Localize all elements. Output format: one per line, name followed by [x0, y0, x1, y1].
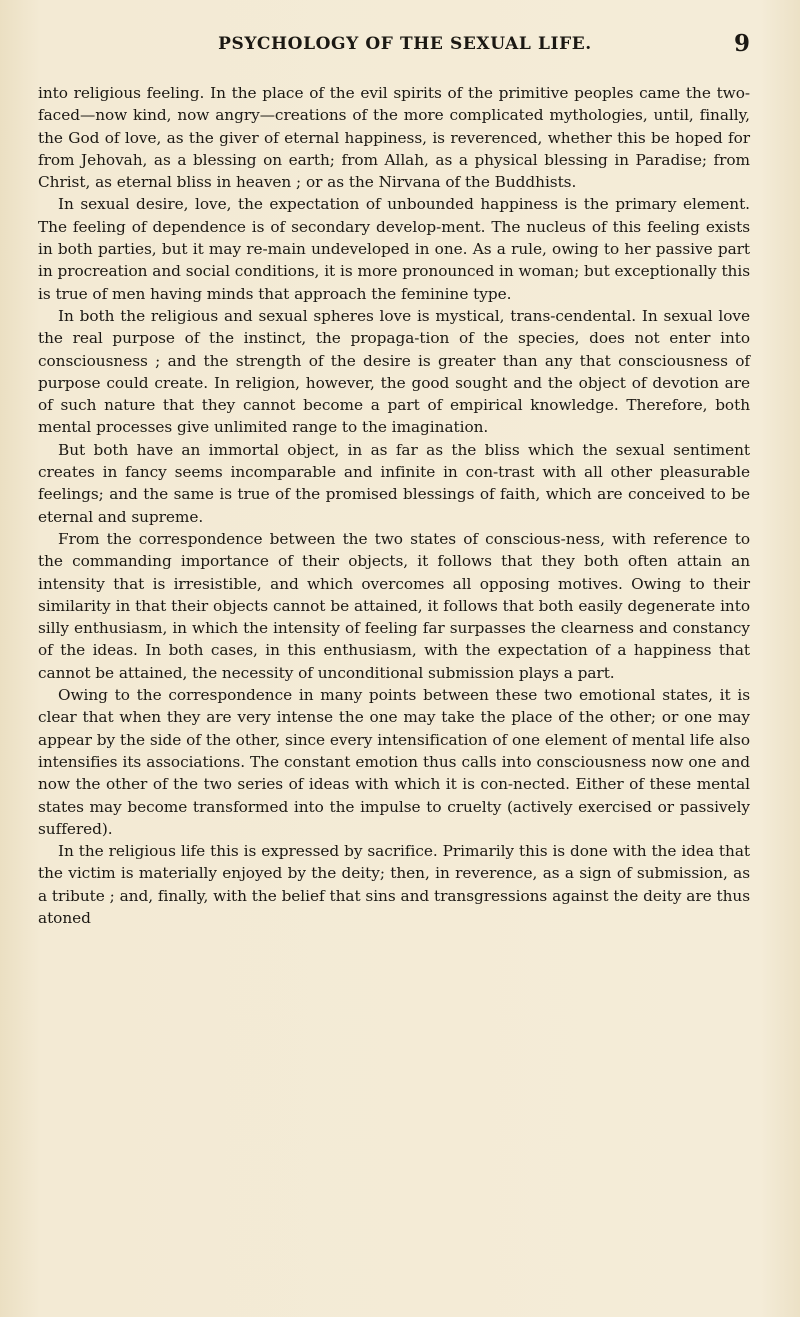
page-header — [36, 30, 750, 64]
paragraph-7: In the religious life this is expressed by sacrifice. Primarily this is done with the idea that the victim is materially enjoyed by the deity; then, in reverence, as a sign of submission, as a tribute ; and, finally, with the belief that sins and transgressions against the deity are thus atoned — [38, 842, 750, 927]
paragraph-4: But both have an immortal object, in as far as the bliss which the sexual sentiment creates in fancy seems incomparable and infinite in con-trast with all other pleasurable feelings; and the same is true of the promised blessings of faith, which are conceived to be eternal and supreme. — [38, 440, 750, 526]
running-head: PSYCHOLOGY OF THE SEXUAL LIFE. — [218, 34, 592, 54]
paragraph-6: Owing to the correspondence in many points between these two emotional states, it is clear that when they are very intense the one may take the place of the other; or one may appear by the side of the other, since every intensification of one element of mental life also intensifies its associations. The constant emotion thus calls into consciousness now one and now the other of the two series of ideas with which it is con-nected. Either of these mental states may become transformed into the impulse to cruelty (actively exercised or passively suffered). — [38, 686, 750, 838]
paragraph-1: into religious feeling. In the place of the evil spirits of the primitive peoples came the two-faced—now kind, now angry—creations of the more complicated mythologies, until, finally, the God of love, as the giver of eternal happiness, is reverenced, whether this be hoped for from Jehovah, as a blessing on earth; from Allah, as a physical blessing in Paradise; from Christ, as eternal bliss in heaven ; or as the Nirvana of the Buddhists. — [38, 84, 750, 192]
body-text — [38, 82, 750, 929]
paragraph-5: From the correspondence between the two states of conscious-ness, with reference to the commanding importance of their objects, it follows that they both often attain an intensity that is irresistible, and which overcomes all opposing motives. Owing to their similarity in that their objects cannot be attained, it follows that both easily degenerate into silly enthusiasm, in which the intensity of feeling far surpasses the clearness and constancy of the ideas. In both cases, in this enthusiasm, with the expectation of a happiness that cannot be attained, the necessity of unconditional submission plays a part. — [38, 529, 750, 682]
page-number: 9 — [733, 30, 750, 57]
paragraph-2: In sexual desire, love, the expectation of unbounded happiness is the primary element. The feeling of dependence is of secondary develop-ment. The nucleus of this feeling exists in both parties, but it may re-main undeveloped in one. As a rule, owing to her passive part in procreation and social conditions, it is more pronounced in woman; but exceptionally this is true of men having minds that approach the feminine type. — [38, 195, 750, 303]
paragraph-3: In both the religious and sexual spheres love is mystical, trans-cendental. In sexual love the real purpose of the instinct, the propaga-tion of the species, does not enter into consciousness ; and the strength of the desire is greater than any that consciousness of purpose could create. In religion, however, the good sought and the object of devotion are of such nature that they cannot become a part of empirical knowledge. Therefore, both mental processes give unlimited range to the imagination. — [38, 306, 750, 437]
